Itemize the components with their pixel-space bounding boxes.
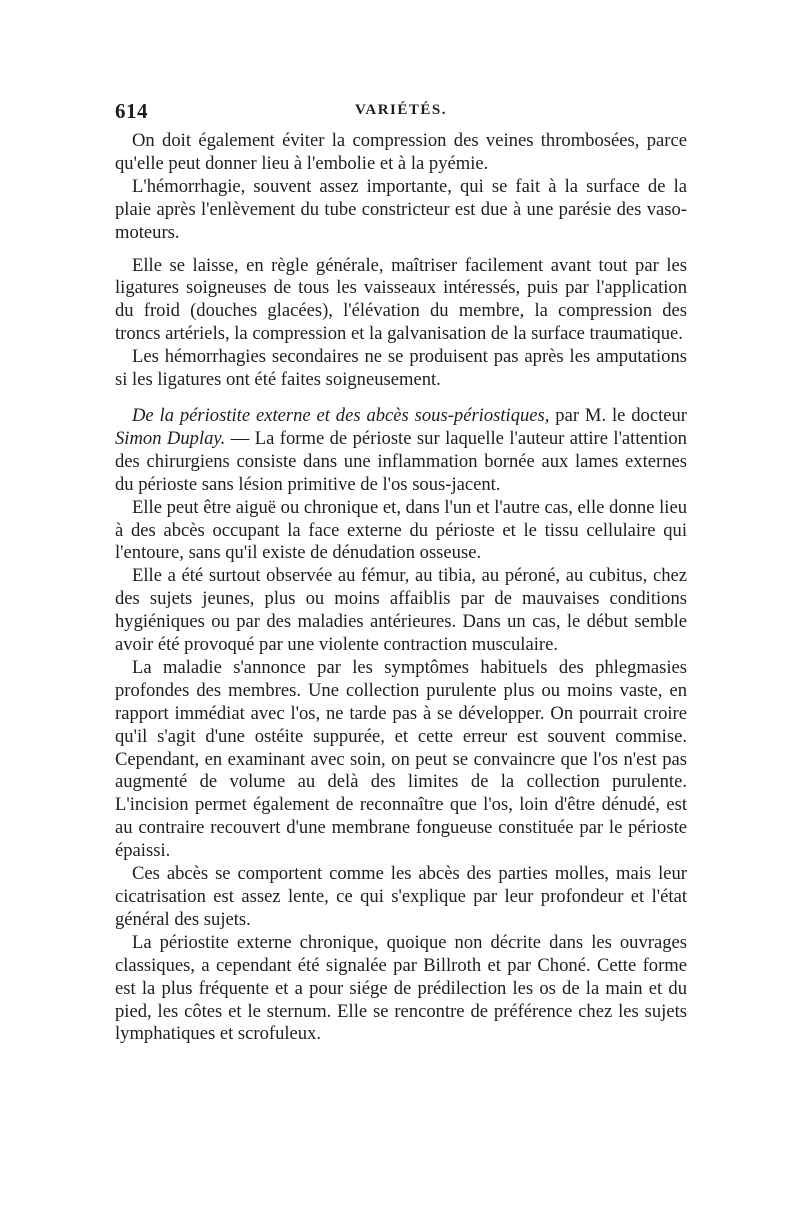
paragraph: L'hémorrhagie, souvent assez importante, qui se fait à la surface de la plaie après l'enlèvement du tube constricteur est due à une parésie des vaso-moteurs. xyxy=(115,175,687,243)
article-author: Simon Duplay. xyxy=(115,427,226,449)
paragraph: Elle se laisse, en règle générale, maîtriser facilement avant tout par les ligatures soigneuses de tous les vaisseaux intéressés, puis par l'application du froid (douches glacées), l'élévation du membre, la compression des troncs artériels, la compression et la galvanisation de la surface traumatique. xyxy=(115,254,687,345)
body-text xyxy=(115,130,687,1046)
page-number: 614 xyxy=(115,99,148,123)
article-text: — La forme de périoste sur laquelle l'auteur attire l'attention des chirurgiens consiste dans une inflammation bornée aux lames externes du périoste sans lésion primitive de l'os sous-jacent. xyxy=(115,427,687,495)
paragraph: Les hémorrhagies secondaires ne se produisent pas après les amputations si les ligatures ont été faites soigneusement. xyxy=(115,346,687,391)
article-text: par M. le docteur xyxy=(549,404,687,426)
running-title: VARIÉTÉS. xyxy=(354,102,447,118)
page-header xyxy=(115,99,687,125)
article-paragraph xyxy=(115,405,687,497)
paragraph: Ces abcès se comportent comme les abcès des parties molles, mais leur cicatrisation est assez lente, ce qui s'explique par leur profondeur et l'état général des sujets. xyxy=(115,863,687,930)
paragraph: Elle a été surtout observée au fémur, au tibia, au péroné, au cubitus, chez des sujets jeunes, plus ou moins affaiblis par de mauvaises conditions hygiéniques ou par des maladies antérieures. Dans un cas, le début semble avoir été provoqué par une violente contraction musculaire. xyxy=(115,565,687,656)
paragraph: Elle peut être aiguë ou chronique et, dans l'un et l'autre cas, elle donne lieu à des abcès occupant la face externe du périoste et le tissu cellulaire qui l'entoure, sans qu'il existe de dénudation osseuse. xyxy=(115,496,688,564)
paragraph: La périostite externe chronique, quoique non décrite dans les ouvrages classiques, a cependant été signalée par Billroth et par Choné. Cette forme est la plus fréquente et a pour siége de prédilection les os de la main et du pied, les côtes et le sternum. Elle se rencontre de préférence chez les sujets lymphatiques et scrofuleux. xyxy=(115,931,687,1045)
article-title: De la périostite externe et des abcès sous-périostiques, xyxy=(132,404,550,426)
paragraph: On doit également éviter la compression des veines thrombosées, parce qu'elle peut donner lieu à l'embolie et à la pyémie. xyxy=(115,130,687,174)
paragraph: La maladie s'annonce par les symptômes habituels des phlegmasies profondes des membres. Une collection purulente plus ou moins vaste, en rapport immédiat avec l'os, ne tarde pas à se développer. On pourrait croire qu'il s'agit d'une ostéite suppurée, et cette erreur est souvent commise. Cependant, en examinant avec soin, on peut se convaincre que l'os n'est pas augmenté de volume au delà des limites de la collection purulente. L'incision permet également de reconnaître que l'os, loin d'être dénudé, est au contraire recouvert d'une membrane fongueuse constituée par le périoste épaissi. xyxy=(115,656,687,862)
